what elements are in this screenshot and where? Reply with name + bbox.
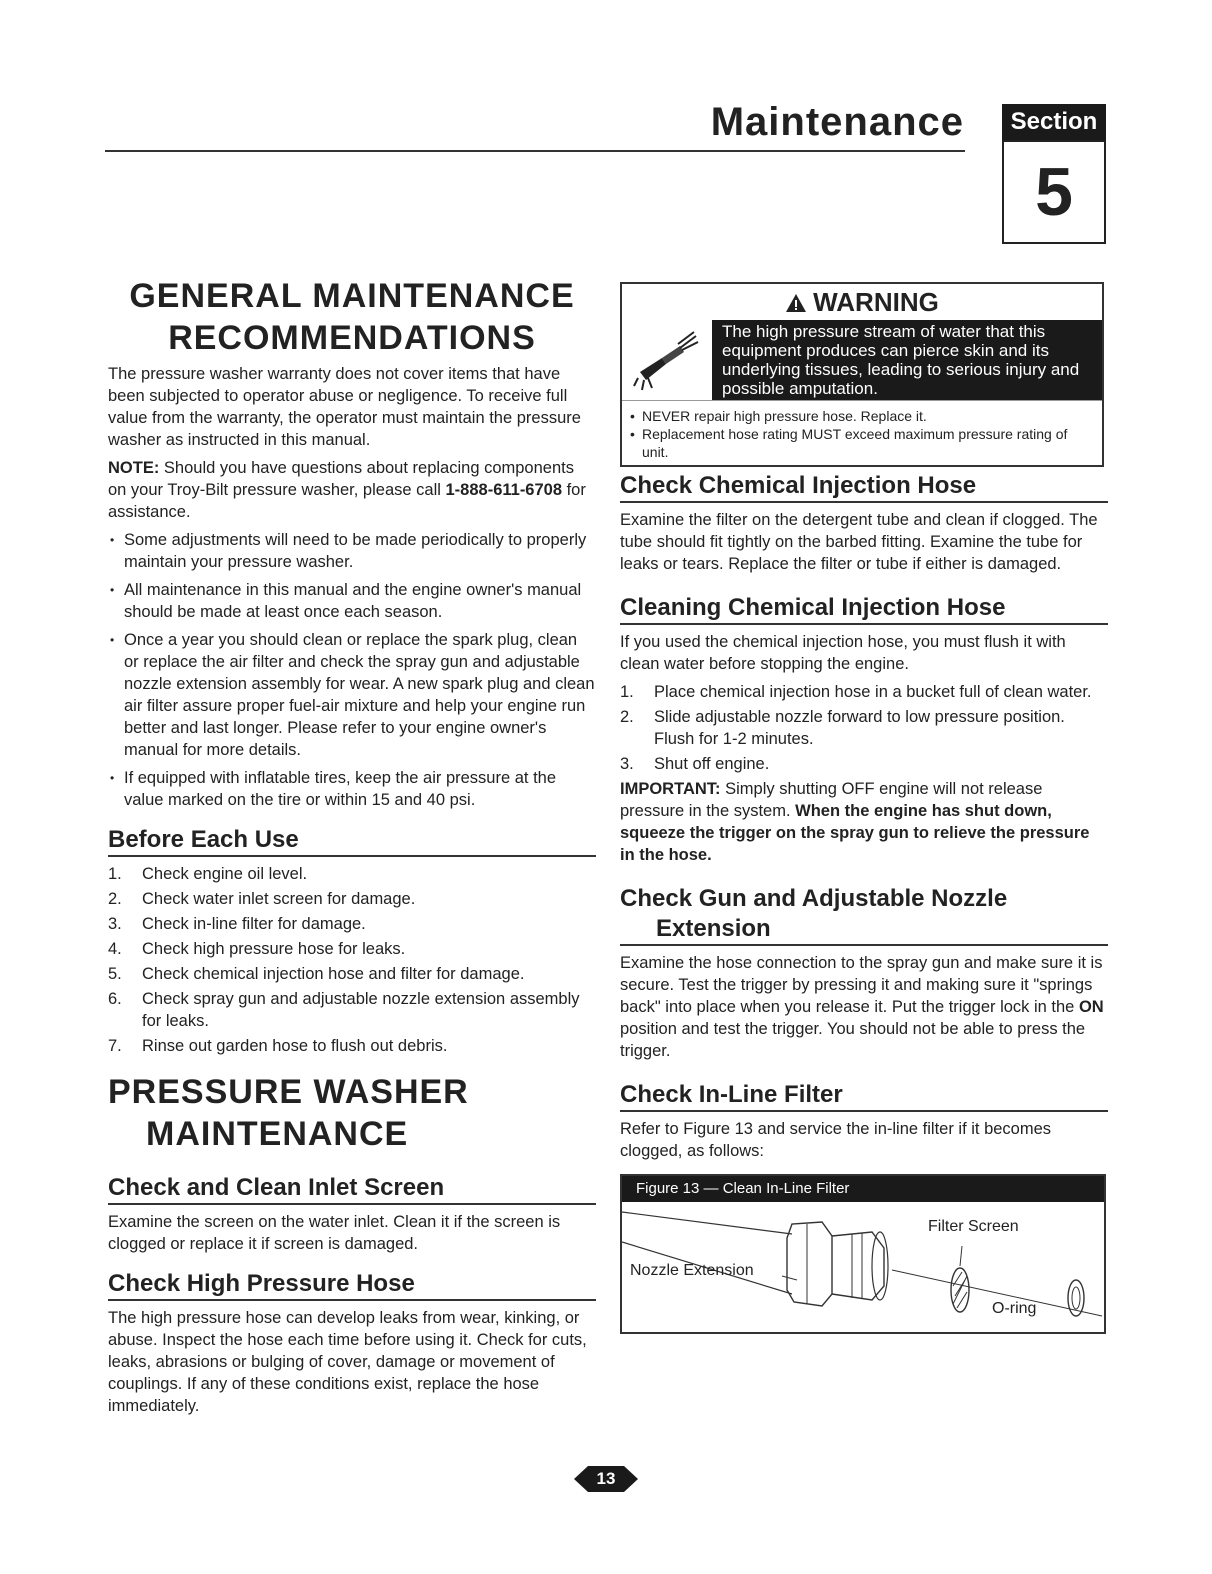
list-item: 4. Check high pressure hose for leaks. bbox=[108, 940, 406, 958]
warning-body bbox=[622, 320, 1102, 400]
left-column bbox=[108, 275, 596, 1423]
inline-filter-heading: Check In-Line Filter bbox=[620, 1080, 1108, 1112]
high-pressure-hose-heading: Check High Pressure Hose bbox=[108, 1269, 596, 1301]
gun-heading-line1: Check Gun and Adjustable Nozzle bbox=[620, 885, 1008, 912]
list-item: 6. Check spray gun and adjustable nozzle extension assembly for leaks. bbox=[108, 990, 580, 1030]
right-column bbox=[620, 282, 1108, 1334]
list-item: 7. Rinse out garden hose to flush out debris. bbox=[108, 1037, 448, 1055]
chemical-hose-heading: Check Chemical Injection Hose bbox=[620, 471, 1108, 503]
list-item: • Replacement hose rating MUST exceed maximum pressure rating of unit. bbox=[630, 425, 1094, 461]
list-item: • NEVER repair high pressure hose. Replace it. bbox=[630, 407, 1094, 425]
gun-heading-line2: Extension bbox=[656, 915, 771, 942]
important-text: Simply shutting OFF engine will not release pressure in the system. bbox=[620, 780, 1043, 820]
before-each-use-heading: Before Each Use bbox=[108, 825, 596, 857]
warning-items bbox=[622, 400, 1102, 465]
list-item: 5. Check chemical injection hose and filter for damage. bbox=[108, 965, 525, 983]
note-end: for assistance. bbox=[108, 481, 586, 521]
chemical-hose-text: Examine the filter on the detergent tube and clean if clogged. The tube should fit tightly on the barbed fitting. Examine the tube for leaks or tears. Replace the filter or tube if either is damaged. bbox=[620, 511, 1098, 573]
warning-header bbox=[622, 284, 1102, 320]
maintenance-bullets bbox=[108, 529, 596, 811]
warning-text: The high pressure stream of water that this equipment produces can pierce skin and its underlying tissues, leading to serious injury and possible amputation. bbox=[712, 320, 1102, 400]
skin-injection-hazard-icon bbox=[622, 320, 712, 400]
general-maintenance-heading bbox=[108, 275, 596, 359]
list-item: 3. Check in-line filter for damage. bbox=[108, 915, 366, 933]
general-heading-line1: GENERAL MAINTENANCE bbox=[129, 277, 575, 315]
note-label: NOTE: bbox=[108, 459, 160, 477]
list-item: 1. Place chemical injection hose in a bucket full of clean water. bbox=[620, 683, 1092, 701]
list-item: • Once a year you should clean or replace the spark plug, clean or replace the air filter and check the spray gun and adjustable nozzle extension assembly for wear. A new spark plug and clean air filter assure proper fuel-air mixture and help your engine run better and last longer. Please refer to your engine owner's manual for more details. bbox=[108, 629, 596, 761]
intro-paragraph: The pressure washer warranty does not cover items that have been subjected to operator abuse or negligence. To receive full value from the warranty, the operator must maintain the pressure washer as instructed in this manual. bbox=[108, 365, 581, 449]
list-item: 2. Check water inlet screen for damage. bbox=[108, 890, 416, 908]
nozzle-extension-label: Nozzle Extension bbox=[630, 1262, 754, 1279]
pressure-washer-maintenance-heading bbox=[108, 1071, 596, 1155]
page-number: 13 bbox=[596, 1469, 616, 1488]
cleaning-steps bbox=[620, 681, 1108, 775]
list-item: • Some adjustments will need to be made periodically to properly maintain your pressure washer. bbox=[108, 529, 596, 573]
support-phone: 1-888-611-6708 bbox=[445, 481, 563, 499]
filter-screen-label: Filter Screen bbox=[928, 1218, 1019, 1235]
cleaning-chemical-hose-heading: Cleaning Chemical Injection Hose bbox=[620, 593, 1108, 625]
general-heading-line2: RECOMMENDATIONS bbox=[168, 319, 536, 357]
note-text: Should you have questions about replacing components on your Troy-Bilt pressure washer, please call bbox=[108, 459, 574, 499]
list-item: 3. Shut off engine. bbox=[620, 755, 770, 773]
list-item: • If equipped with inflatable tires, keep the air pressure at the value marked on the tire or within 15 and 40 psi. bbox=[108, 767, 596, 811]
page-number-badge bbox=[574, 1464, 638, 1494]
warning-title: WARNING bbox=[813, 287, 939, 317]
important-label: IMPORTANT: bbox=[620, 780, 721, 798]
figure-caption: Figure 13 — Clean In-Line Filter bbox=[622, 1176, 1104, 1202]
list-item: 2. Slide adjustable nozzle forward to low pressure position. Flush for 1-2 minutes. bbox=[620, 708, 1065, 748]
inlet-screen-text: Examine the screen on the water inlet. Clean it if the screen is clogged or replace it if screen is damaged. bbox=[108, 1213, 561, 1253]
list-item: • All maintenance in this manual and the engine owner's manual should be made at least once each season. bbox=[108, 579, 596, 623]
figure-13 bbox=[620, 1174, 1106, 1334]
inlet-screen-heading: Check and Clean Inlet Screen bbox=[108, 1173, 596, 1205]
gun-nozzle-heading bbox=[620, 884, 1108, 946]
important-bold-text: When the engine has shut down, squeeze the trigger on the spray gun to relieve the pressure in the hose. bbox=[620, 802, 1090, 864]
before-each-use-steps bbox=[108, 863, 596, 1057]
page-header-title: Maintenance bbox=[710, 100, 964, 144]
gun-nozzle-text: Examine the hose connection to the spray gun and make sure it is secure. Test the trigger by pressing it and making sure it "springs back" into place when you release it. Put the trigger lock in the ON position and test the trigger. You should not be able to press the trigger. bbox=[620, 954, 1104, 1060]
important-paragraph bbox=[620, 778, 1108, 866]
list-item: 1. Check engine oil level. bbox=[108, 865, 308, 883]
pw-heading-line2: MAINTENANCE bbox=[146, 1115, 409, 1153]
inline-filter-text: Refer to Figure 13 and service the in-line filter if it becomes clogged, as follows: bbox=[620, 1120, 1052, 1160]
warning-triangle-icon bbox=[785, 286, 807, 322]
header-rule bbox=[105, 150, 965, 152]
warning-box bbox=[620, 282, 1104, 467]
section-number: 5 bbox=[1002, 140, 1106, 244]
cleaning-chemical-hose-text: If you used the chemical injection hose, you must flush it with clean water before stopping the engine. bbox=[620, 633, 1066, 673]
high-pressure-hose-text: The high pressure hose can develop leaks from wear, kinking, or abuse. Inspect the hose each time before using it. Check for cuts, leaks, abrasions or bulging of cover, damage or movement of couplings. If any of these conditions exist, replace the hose immediately. bbox=[108, 1309, 587, 1415]
note-paragraph bbox=[108, 457, 596, 523]
pw-heading-line1: PRESSURE WASHER bbox=[108, 1073, 469, 1111]
section-label: Section bbox=[1002, 104, 1106, 140]
o-ring-label: O-ring bbox=[992, 1300, 1037, 1317]
on-position-label: ON bbox=[1078, 998, 1104, 1016]
